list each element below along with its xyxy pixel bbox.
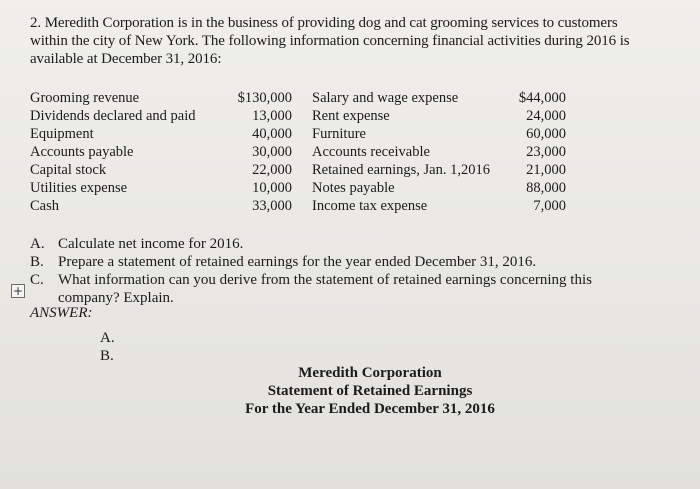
account-label: Salary and wage expense <box>312 90 459 106</box>
account-value: 88,000 <box>526 180 566 196</box>
statement-title: Statement of Retained Earnings <box>267 383 473 399</box>
question-text <box>30 14 630 68</box>
left-labels-column <box>30 89 195 215</box>
right-values-column <box>500 89 566 215</box>
account-label: Income tax expense <box>312 198 428 214</box>
answer-label: ANSWER: <box>30 305 93 321</box>
account-label: Notes payable <box>312 180 395 196</box>
question-line: available at December 31, 2016: <box>30 51 222 67</box>
answer-items <box>100 329 115 365</box>
account-value: 23,000 <box>526 144 566 160</box>
question-parts <box>30 235 592 307</box>
account-value: 13,000 <box>252 108 292 124</box>
account-value: 10,000 <box>252 180 292 196</box>
part-item <box>30 235 592 253</box>
plus-box-icon[interactable]: + <box>12 284 24 298</box>
account-value: 60,000 <box>526 126 566 142</box>
answer-item: B. <box>100 348 114 364</box>
account-value: $44,000 <box>518 90 566 106</box>
account-label: Accounts payable <box>30 144 134 160</box>
statement-period: For the Year Ended December 31, 2016 <box>245 401 495 417</box>
left-values-column <box>232 89 292 215</box>
part-text: What information can you derive from the statement of retained earnings concerning this <box>58 272 592 288</box>
part-item <box>30 289 592 307</box>
account-label: Cash <box>30 198 59 214</box>
part-item <box>30 253 592 271</box>
account-value: 30,000 <box>252 144 292 160</box>
statement-company: Meredith Corporation <box>298 365 442 381</box>
part-text: Prepare a statement of retained earnings for the year ended December 31, 2016. <box>58 254 537 270</box>
account-value: 21,000 <box>526 162 566 178</box>
question-line: 2. Meredith Corporation is in the business of providing dog and cat grooming services to customers <box>30 15 618 31</box>
account-value: 22,000 <box>252 162 292 178</box>
account-value: 40,000 <box>252 126 292 142</box>
part-letter: A. <box>30 236 45 252</box>
part-letter: B. <box>30 254 44 270</box>
account-value: 7,000 <box>533 198 566 214</box>
part-letter: C. <box>30 272 44 288</box>
part-text: company? Explain. <box>58 290 174 306</box>
right-labels-column <box>312 89 490 215</box>
part-text: Calculate net income for 2016. <box>58 236 244 252</box>
account-label: Accounts receivable <box>312 144 430 160</box>
question-line: within the city of New York. The following information concerning financial activities during 2016 is <box>30 33 630 49</box>
account-label: Furniture <box>312 126 366 142</box>
account-label: Dividends declared and paid <box>30 108 196 124</box>
account-value: 33,000 <box>252 198 292 214</box>
part-item <box>30 271 592 289</box>
account-label: Grooming revenue <box>30 90 140 106</box>
account-label: Equipment <box>30 126 94 142</box>
account-label: Capital stock <box>30 162 107 178</box>
statement-header <box>200 364 540 418</box>
account-value: 24,000 <box>526 108 566 124</box>
account-label: Rent expense <box>312 108 390 124</box>
account-value: $130,000 <box>237 90 292 106</box>
account-label: Utilities expense <box>30 180 128 196</box>
account-label: Retained earnings, Jan. 1,2016 <box>312 162 490 178</box>
answer-item: A. <box>100 330 115 346</box>
